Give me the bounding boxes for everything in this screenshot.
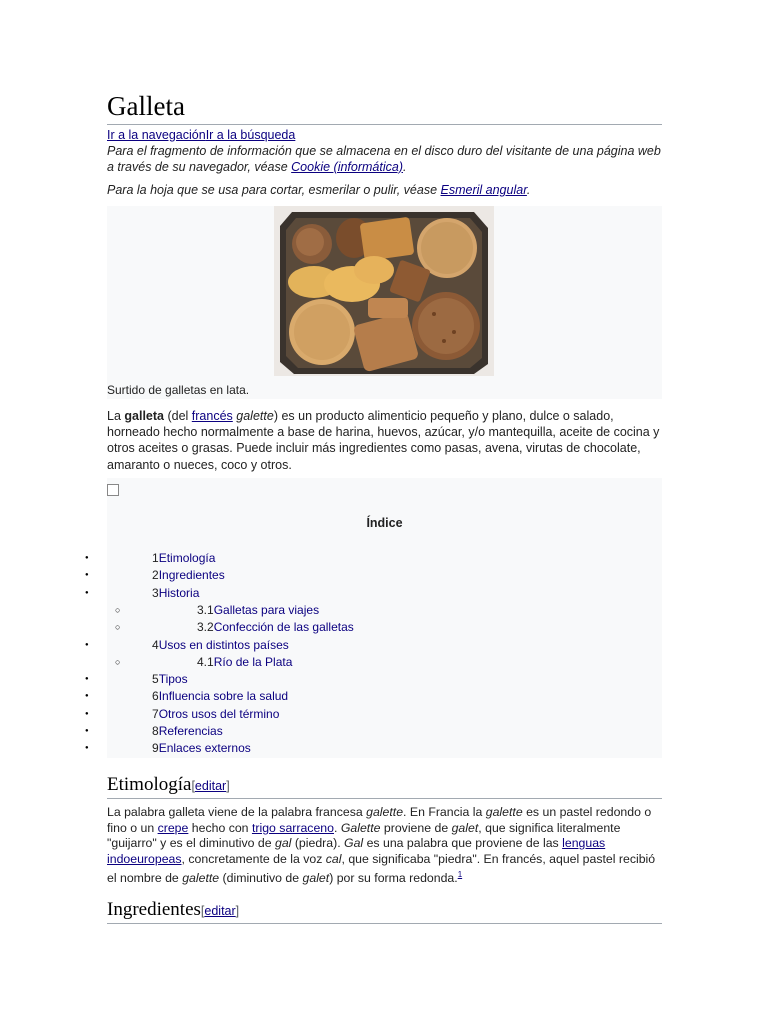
heading-text: Etimología (107, 774, 192, 795)
toc-bullet: ● (85, 572, 89, 579)
text: , concretamente de la voz (181, 851, 326, 866)
text: hecho con (188, 820, 252, 835)
text: . (333, 820, 341, 835)
toc-title: Índice (366, 516, 403, 530)
toc-label: Historia (158, 585, 200, 600)
hatnote-end: . (526, 183, 531, 197)
italic-term: galette (366, 805, 404, 819)
edit-bracket: ] (235, 904, 240, 918)
text: La palabra galleta viene de la palabra francesa (107, 805, 367, 819)
text: . En Francia la (403, 805, 486, 819)
esmeril-link[interactable]: Esmeril angular (440, 183, 527, 197)
toc-number: 3.1 (197, 602, 214, 617)
toc-sub-bullet: ○ (115, 656, 121, 667)
edit-section (191, 779, 229, 793)
toc-number: 5 (152, 672, 159, 687)
toc-label: Tipos (158, 672, 188, 687)
jump-links (107, 128, 295, 143)
section-heading-etimologia (107, 773, 662, 799)
edit-link[interactable]: editar (194, 779, 227, 793)
text: es un pastel redondo o fino o un (107, 805, 652, 835)
toc-number: 3 (152, 585, 159, 600)
italic-term: galet (302, 871, 330, 886)
jump-to-navigation-link[interactable]: Ir a la navegación (107, 128, 206, 142)
toc-label: Ingredientes (158, 568, 225, 583)
toc-number: 3.2 (197, 620, 214, 635)
toc-bullet: ● (85, 641, 89, 648)
reference-link[interactable]: 1 (457, 870, 463, 880)
edit-link[interactable]: editar (204, 904, 236, 918)
toc-item[interactable] (197, 655, 292, 669)
toc-label: Confección de las galletas (213, 620, 354, 635)
toc-sub-bullet: ○ (115, 604, 121, 615)
toc-bullet: ● (85, 589, 89, 596)
toc-number: 6 (152, 689, 159, 704)
hatnote-end: . (403, 159, 407, 174)
italic-term: gal (274, 836, 292, 851)
hatnote-esmeril (107, 183, 662, 199)
toc-bullet: ● (85, 555, 89, 561)
italic-term: cal (325, 851, 342, 866)
cookie-tin-image[interactable] (274, 206, 494, 376)
toc-number: 1 (152, 551, 159, 565)
frances-link[interactable]: francés (191, 409, 233, 423)
edit-bracket: [ (191, 779, 195, 793)
intro-text: ) es un producto alimenticio pequeño y plano, dulce o salado, horneado hecho normalmente a base de harina, huevos, azúcar, y/o mantequilla, aceite de cocina y otros aceites o grasas. Puede incluir más ingredientes como pasas, avena, virutas de chocolate, amaranto o nueces, coco y otros. (107, 409, 660, 472)
hatnote-cookie (107, 144, 662, 175)
toc-number: 9 (152, 741, 159, 756)
toc-item[interactable] (152, 551, 215, 565)
toc-bullet: ● (85, 745, 89, 752)
toc-sub-bullet: ○ (115, 622, 121, 633)
intro-text: La (107, 409, 125, 423)
toc-item[interactable] (152, 707, 279, 721)
toc-item[interactable] (197, 620, 354, 634)
toc-item[interactable] (197, 603, 319, 617)
toc-bullet: ● (85, 710, 89, 717)
toc-label: Usos en distintos países (158, 637, 289, 652)
section-heading-ingredientes (107, 898, 662, 924)
toc-bullet: ● (85, 728, 89, 734)
toc-label: Enlaces externos (158, 741, 251, 756)
toc-label: Río de la Plata (213, 654, 293, 669)
toc-item[interactable] (152, 741, 251, 755)
toc-item[interactable] (152, 638, 289, 652)
intro-paragraph (107, 408, 662, 473)
toc-number: 7 (152, 706, 159, 721)
text: , que significaba "piedra". En francés, aquel pastel recibió el nombre de (107, 851, 656, 886)
edit-section (201, 904, 239, 918)
toc-label: Etimología (158, 551, 216, 565)
toc-number: 8 (152, 724, 159, 738)
lenguas-indoeuropeas-link[interactable]: lenguas indoeuropeas (107, 836, 606, 866)
toc-item[interactable] (152, 672, 188, 686)
toc-toggle-checkbox[interactable] (107, 484, 119, 496)
edit-bracket: ] (226, 779, 230, 793)
jump-to-search-link[interactable]: Ir a la búsqueda (205, 128, 296, 142)
etimologia-paragraph (107, 805, 662, 887)
toc-number: 4.1 (197, 654, 214, 669)
page-title: Galleta (107, 88, 662, 125)
text: , que significa literalmente "guijarro" y es el diminutivo de (107, 820, 621, 851)
cookie-link[interactable]: Cookie (informática) (291, 159, 403, 174)
hatnote-text: Para el fragmento de información que se almacena en el disco duro del visitante de una página web a través de su navegador, véase (107, 144, 661, 174)
italic-term: galet (451, 820, 479, 835)
italic-term: galette (182, 871, 220, 886)
intro-bold-term: galleta (124, 409, 164, 423)
text: (piedra). (291, 836, 345, 851)
text: es una palabra que proviene de las (363, 836, 563, 851)
text: proviene de (380, 820, 452, 835)
toc-item[interactable] (152, 724, 223, 738)
crepe-link[interactable]: crepe (157, 820, 189, 835)
toc-number: 2 (152, 568, 159, 583)
intro-italic-term: galette (236, 409, 274, 423)
toc-label: Galletas para viajes (213, 602, 320, 617)
toc-label: Referencias (158, 724, 223, 738)
text: (diminutivo de (219, 871, 303, 886)
toc-item[interactable] (152, 586, 199, 600)
image-caption: Surtido de galletas en lata. (107, 383, 250, 397)
text: ) por su forma redonda. (329, 871, 458, 886)
toc-item[interactable] (152, 568, 225, 582)
thumbnail-figure (107, 206, 662, 399)
edit-bracket: [ (200, 904, 205, 918)
italic-term: Gal (344, 836, 364, 851)
italic-term: Galette (340, 820, 381, 835)
toc-label: Influencia sobre la salud (158, 689, 289, 704)
trigo-sarraceno-link[interactable]: trigo sarraceno (251, 820, 334, 835)
toc-label: Otros usos del término (158, 706, 280, 721)
italic-term: galette (485, 805, 523, 819)
intro-text: (del (164, 409, 192, 423)
toc-bullet: ● (85, 693, 89, 700)
toc-bullet: ● (85, 676, 89, 683)
heading-text: Ingredientes (107, 899, 201, 920)
toc-number: 4 (152, 637, 159, 652)
toc-item[interactable] (152, 689, 288, 703)
hatnote-text: Para la hoja que se usa para cortar, esmerilar o pulir, véase (107, 183, 441, 197)
